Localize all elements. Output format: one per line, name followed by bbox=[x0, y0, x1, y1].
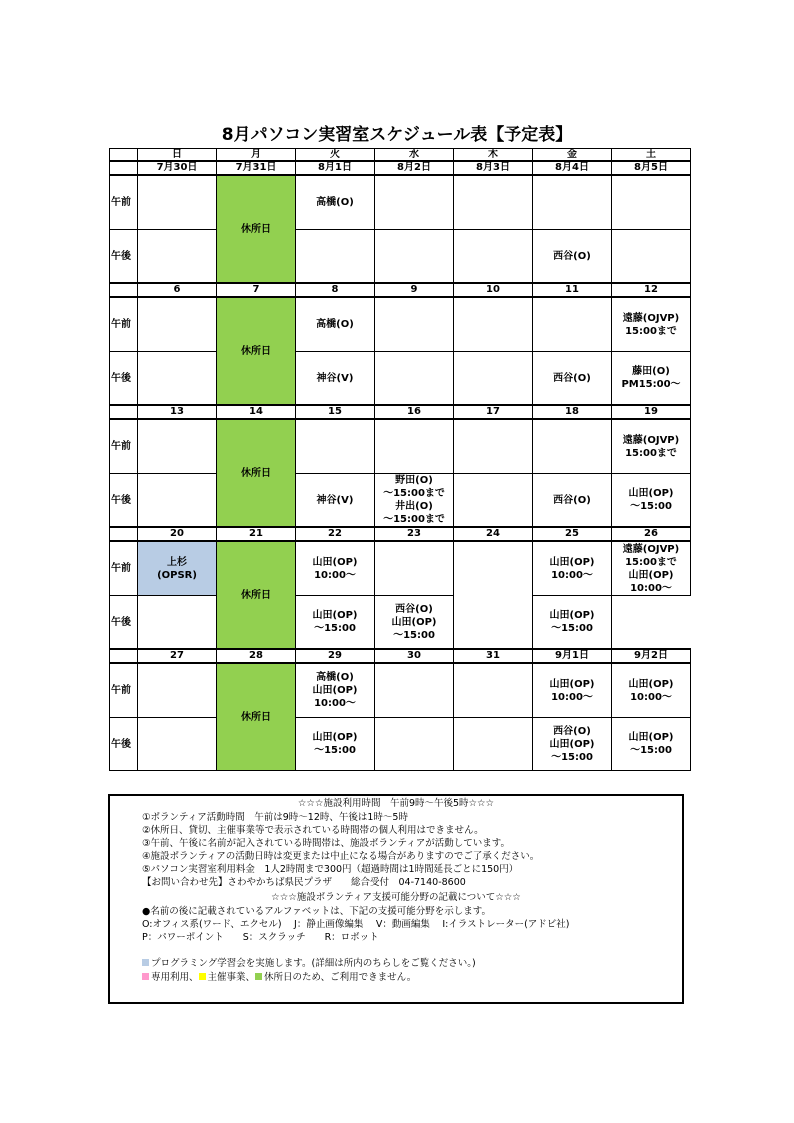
schedule-cell bbox=[296, 352, 375, 406]
am-row bbox=[110, 297, 691, 352]
am-row bbox=[110, 419, 691, 474]
weekday-header-row bbox=[110, 149, 691, 162]
date-row bbox=[110, 161, 691, 175]
schedule-cell bbox=[612, 663, 691, 718]
weekday-4: 木 bbox=[454, 149, 533, 162]
weekday-3: 水 bbox=[375, 149, 454, 162]
date-row-corner bbox=[110, 283, 138, 297]
schedule-cell bbox=[454, 352, 533, 406]
schedule-cell bbox=[138, 175, 217, 230]
date-row-corner bbox=[110, 405, 138, 419]
schedule-cell bbox=[375, 663, 454, 718]
cell-text-line: 山田(OP) bbox=[628, 488, 674, 499]
schedule-cell bbox=[375, 352, 454, 406]
schedule-cell bbox=[296, 718, 375, 771]
cell-text-line: 神谷(V) bbox=[316, 372, 354, 384]
pm-label: 午後 bbox=[110, 230, 138, 284]
date-cell: 9 bbox=[375, 283, 454, 297]
date-cell: 25 bbox=[533, 527, 612, 541]
date-row bbox=[110, 649, 691, 663]
support-header: ☆☆☆施設ボランティア支援可能分野の記載について☆☆☆ bbox=[271, 892, 521, 903]
schedule-cell bbox=[375, 419, 454, 474]
schedule-cell bbox=[612, 230, 691, 284]
schedule-cell bbox=[533, 297, 612, 352]
cell-text-line: 高橋(O) bbox=[316, 672, 354, 683]
date-cell: 8月4日 bbox=[533, 161, 612, 175]
weekday-2: 火 bbox=[296, 149, 375, 162]
schedule-cell bbox=[533, 352, 612, 406]
holiday-label: 休所日 bbox=[241, 345, 271, 357]
schedule-cell bbox=[138, 352, 217, 406]
pm-label: 午後 bbox=[110, 474, 138, 528]
cell-text-line: 遠藤(OJVP) bbox=[622, 543, 680, 555]
support-line-2: P：パワーポイント S：スクラッチ R：ロボット bbox=[142, 932, 379, 943]
date-cell: 31 bbox=[454, 649, 533, 663]
cell-text-line: ～15:00まで bbox=[383, 514, 445, 525]
cell-text-line: ～15:00 bbox=[630, 501, 672, 512]
legend-private-text: 専用利用、 bbox=[151, 972, 199, 983]
cell-text-line: 野田(O) bbox=[395, 475, 433, 486]
note-item-5: ⑤パソコン実習室利用料金 1人2時間まで300円（超過時間は1時間延長ごとに150円） bbox=[142, 864, 519, 875]
cell-text-line: 山田(OP) bbox=[549, 678, 595, 690]
date-cell: 12 bbox=[612, 283, 691, 297]
cell-text-line: 井出(O) bbox=[395, 501, 433, 512]
schedule-cell bbox=[138, 474, 217, 528]
pm-row bbox=[110, 474, 691, 528]
date-cell: 6 bbox=[138, 283, 217, 297]
pm-label: 午後 bbox=[110, 596, 138, 650]
date-cell: 10 bbox=[454, 283, 533, 297]
schedule-cell bbox=[296, 175, 375, 230]
schedule-cell bbox=[612, 297, 691, 352]
date-cell: 23 bbox=[375, 527, 454, 541]
date-cell: 11 bbox=[533, 283, 612, 297]
holiday-cell bbox=[217, 541, 296, 649]
schedule-cell bbox=[533, 474, 612, 528]
schedule-cell bbox=[612, 352, 691, 406]
date-cell: 7 bbox=[217, 283, 296, 297]
date-cell: 8 bbox=[296, 283, 375, 297]
notes-box bbox=[108, 794, 684, 1004]
note-item-3: ③午前、午後に名前が記入されている時間帯は、施設ボランティアが活動しています。 bbox=[142, 838, 510, 849]
schedule-cell bbox=[138, 230, 217, 284]
date-cell: 9月1日 bbox=[533, 649, 612, 663]
legend-holiday-text: 休所日のため、ご利用できません。 bbox=[264, 972, 417, 983]
schedule-cell bbox=[296, 596, 375, 650]
schedule-cell bbox=[454, 663, 533, 718]
cell-text-line: ～15:00まで bbox=[383, 488, 445, 499]
date-cell: 27 bbox=[138, 649, 217, 663]
am-row bbox=[110, 175, 691, 230]
date-cell: 21 bbox=[217, 527, 296, 541]
date-cell: 26 bbox=[612, 527, 691, 541]
am-row bbox=[110, 541, 691, 596]
cell-text-line: 10:00～ bbox=[551, 569, 593, 581]
date-cell: 20 bbox=[138, 527, 217, 541]
date-row bbox=[110, 405, 691, 419]
schedule-cell bbox=[612, 541, 691, 596]
schedule-cell bbox=[612, 718, 691, 771]
schedule-cell bbox=[138, 718, 217, 771]
cell-text-line: 10:00～ bbox=[314, 569, 356, 581]
schedule-cell bbox=[375, 175, 454, 230]
date-cell: 17 bbox=[454, 405, 533, 419]
am-label: 午前 bbox=[110, 663, 138, 718]
date-cell: 30 bbox=[375, 649, 454, 663]
schedule-cell bbox=[533, 175, 612, 230]
legend-program-text: プログラミング学習会を実施します。(詳細は所内のちらしをご覧ください。) bbox=[151, 958, 476, 969]
cell-text-line: 山田(OP) bbox=[312, 732, 358, 743]
date-cell: 8月2日 bbox=[375, 161, 454, 175]
cell-text-line: ～15:00 bbox=[551, 623, 593, 634]
cell-text-line: ～15:00 bbox=[314, 745, 356, 756]
schedule-cell bbox=[533, 596, 612, 650]
weekday-6: 土 bbox=[612, 149, 691, 162]
date-cell: 22 bbox=[296, 527, 375, 541]
cell-text-line: 山田(OP) bbox=[549, 738, 595, 750]
cell-text-line: 山田(OP) bbox=[549, 610, 595, 621]
weekday-5: 金 bbox=[533, 149, 612, 162]
date-cell: 19 bbox=[612, 405, 691, 419]
holiday-cell bbox=[217, 419, 296, 527]
cell-text-line: 10:00～ bbox=[630, 691, 672, 703]
date-cell: 16 bbox=[375, 405, 454, 419]
cell-text-line: 藤田(O) bbox=[632, 366, 670, 377]
am-label: 午前 bbox=[110, 419, 138, 474]
schedule-cell bbox=[296, 297, 375, 352]
cell-text-line: 10:00～ bbox=[314, 698, 356, 709]
schedule-cell bbox=[533, 718, 612, 771]
cell-text-line: 10:00～ bbox=[551, 691, 593, 703]
schedule-cell bbox=[454, 718, 533, 771]
cell-text-line: 山田(OP) bbox=[391, 616, 437, 628]
cell-text-line: 山田(OP) bbox=[312, 610, 358, 621]
date-cell: 28 bbox=[217, 649, 296, 663]
am-label: 午前 bbox=[110, 175, 138, 230]
schedule-cell bbox=[612, 474, 691, 528]
cell-text-line: 西谷(O) bbox=[553, 725, 591, 737]
cell-text-line: 15:00まで bbox=[625, 325, 677, 337]
date-row bbox=[110, 527, 691, 541]
schedule-cell bbox=[375, 541, 454, 596]
hours-header: ☆☆☆施設利用時間 午前9時～午後5時☆☆☆ bbox=[297, 798, 495, 809]
note-item-4: ④施設ボランティアの活動日時は変更または中止になる場合がありますのでご了承ください。 bbox=[142, 851, 540, 862]
cell-text-line: ～15:00 bbox=[393, 629, 435, 641]
schedule-cell bbox=[454, 419, 533, 474]
cell-text-line: 15:00まで bbox=[625, 447, 677, 459]
cell-text-line: ～15:00 bbox=[314, 623, 356, 634]
date-cell: 15 bbox=[296, 405, 375, 419]
schedule-cell bbox=[138, 596, 217, 650]
holiday-cell bbox=[217, 297, 296, 405]
date-cell: 8月5日 bbox=[612, 161, 691, 175]
date-row bbox=[110, 283, 691, 297]
holiday-cell bbox=[217, 663, 296, 771]
schedule-cell bbox=[612, 419, 691, 474]
schedule-table bbox=[109, 148, 691, 771]
schedule-cell bbox=[296, 474, 375, 528]
date-cell: 13 bbox=[138, 405, 217, 419]
cell-text-line: 山田(OP) bbox=[312, 685, 358, 696]
date-cell: 18 bbox=[533, 405, 612, 419]
cell-text-line: 神谷(V) bbox=[316, 494, 354, 506]
date-cell: 7月30日 bbox=[138, 161, 217, 175]
schedule-cell bbox=[138, 663, 217, 718]
support-intro: ●名前の後に記載されているアルファベットは、下記の支援可能分野を示します。 bbox=[142, 906, 491, 917]
private-color-swatch bbox=[142, 973, 149, 980]
legend-restrictions bbox=[142, 971, 416, 984]
cell-text-line: (OPSR) bbox=[157, 569, 197, 581]
support-line-1: O:オフィス系(ワード、エクセル) J：静止画像編集 V：動画編集 I:イラストレーター(アドビ社) bbox=[142, 919, 570, 930]
date-cell: 9月2日 bbox=[612, 649, 691, 663]
organizer-color-swatch bbox=[199, 973, 206, 980]
legend-organizer-text: 主催事業、 bbox=[207, 972, 256, 983]
pm-row bbox=[110, 718, 691, 771]
date-cell: 8月3日 bbox=[454, 161, 533, 175]
date-cell: 24 bbox=[454, 527, 533, 541]
note-item-1: ①ボランティア活動時間 午前は9時～12時、午後は1時～5時 bbox=[142, 812, 408, 823]
cell-text-line: 高橋(O) bbox=[316, 319, 354, 330]
date-row-corner bbox=[110, 161, 138, 175]
am-label: 午前 bbox=[110, 541, 138, 596]
holiday-label: 休所日 bbox=[241, 589, 271, 601]
schedule-cell bbox=[138, 297, 217, 352]
cell-text-line: 西谷(O) bbox=[395, 603, 433, 615]
schedule-cell bbox=[375, 596, 454, 650]
schedule-cell bbox=[375, 297, 454, 352]
schedule-cell bbox=[533, 541, 612, 596]
schedule-cell bbox=[454, 541, 533, 649]
cell-text-line: 山田(OP) bbox=[628, 732, 674, 743]
date-cell: 7月31日 bbox=[217, 161, 296, 175]
holiday-color-swatch bbox=[255, 973, 262, 980]
cell-text-line: 遠藤(OJVP) bbox=[622, 312, 680, 324]
holiday-cell bbox=[217, 175, 296, 283]
cell-text-line: PM15:00～ bbox=[621, 379, 681, 390]
schedule-cell bbox=[296, 541, 375, 596]
schedule-cell bbox=[454, 474, 533, 528]
cell-text-line: 山田(OP) bbox=[312, 556, 358, 568]
schedule-cell bbox=[296, 663, 375, 718]
cell-text-line: 高橋(O) bbox=[316, 197, 354, 208]
cell-text-line: 上杉 bbox=[167, 556, 187, 568]
schedule-cell bbox=[454, 230, 533, 284]
holiday-label: 休所日 bbox=[241, 467, 271, 479]
schedule-cell bbox=[454, 297, 533, 352]
schedule-cell bbox=[296, 230, 375, 284]
date-row-corner bbox=[110, 649, 138, 663]
page-title: 8月パソコン実習室スケジュール表【予定表】 bbox=[221, 125, 573, 145]
cell-text-line: 西谷(O) bbox=[553, 494, 591, 506]
schedule-cell bbox=[612, 175, 691, 230]
cell-text-line: 15:00まで bbox=[625, 556, 677, 568]
cell-text-line: ～15:00 bbox=[630, 745, 672, 756]
cell-text-line: 山田(OP) bbox=[628, 678, 674, 690]
program-cell bbox=[138, 541, 217, 596]
cell-text-line: 山田(OP) bbox=[628, 569, 674, 581]
schedule-cell bbox=[533, 419, 612, 474]
weekday-1: 月 bbox=[217, 149, 296, 162]
pm-label: 午後 bbox=[110, 352, 138, 406]
schedule-cell bbox=[533, 663, 612, 718]
cell-text-line: 西谷(O) bbox=[553, 372, 591, 384]
program-color-swatch bbox=[142, 959, 149, 966]
date-cell: 14 bbox=[217, 405, 296, 419]
holiday-label: 休所日 bbox=[241, 223, 271, 235]
cell-text-line: 西谷(O) bbox=[553, 250, 591, 262]
cell-text-line: 山田(OP) bbox=[549, 556, 595, 568]
schedule-cell bbox=[375, 474, 454, 528]
schedule-cell bbox=[138, 419, 217, 474]
contact-info: 【お問い合わせ先】さわやかちば県民プラザ 総合受付 04-7140-8600 bbox=[142, 877, 466, 888]
date-cell: 8月1日 bbox=[296, 161, 375, 175]
corner-cell bbox=[110, 149, 138, 162]
note-item-2: ②休所日、貸切、主催事業等で表示されている時間帯の個人利用はできません。 bbox=[142, 825, 484, 836]
date-row-corner bbox=[110, 527, 138, 541]
pm-row bbox=[110, 352, 691, 406]
cell-text-line: 10:00～ bbox=[630, 582, 672, 594]
am-row bbox=[110, 663, 691, 718]
schedule-cell bbox=[533, 230, 612, 284]
schedule-cell bbox=[375, 718, 454, 771]
schedule-cell bbox=[296, 419, 375, 474]
date-cell: 29 bbox=[296, 649, 375, 663]
pm-row bbox=[110, 596, 691, 650]
pm-row bbox=[110, 230, 691, 284]
pm-label: 午後 bbox=[110, 718, 138, 771]
legend-program bbox=[142, 957, 476, 970]
weekday-0: 日 bbox=[138, 149, 217, 162]
schedule-cell bbox=[454, 175, 533, 230]
cell-text-line: 遠藤(OJVP) bbox=[622, 434, 680, 446]
holiday-label: 休所日 bbox=[241, 711, 271, 723]
cell-text-line: ～15:00 bbox=[551, 751, 593, 763]
schedule-cell bbox=[375, 230, 454, 284]
am-label: 午前 bbox=[110, 297, 138, 352]
